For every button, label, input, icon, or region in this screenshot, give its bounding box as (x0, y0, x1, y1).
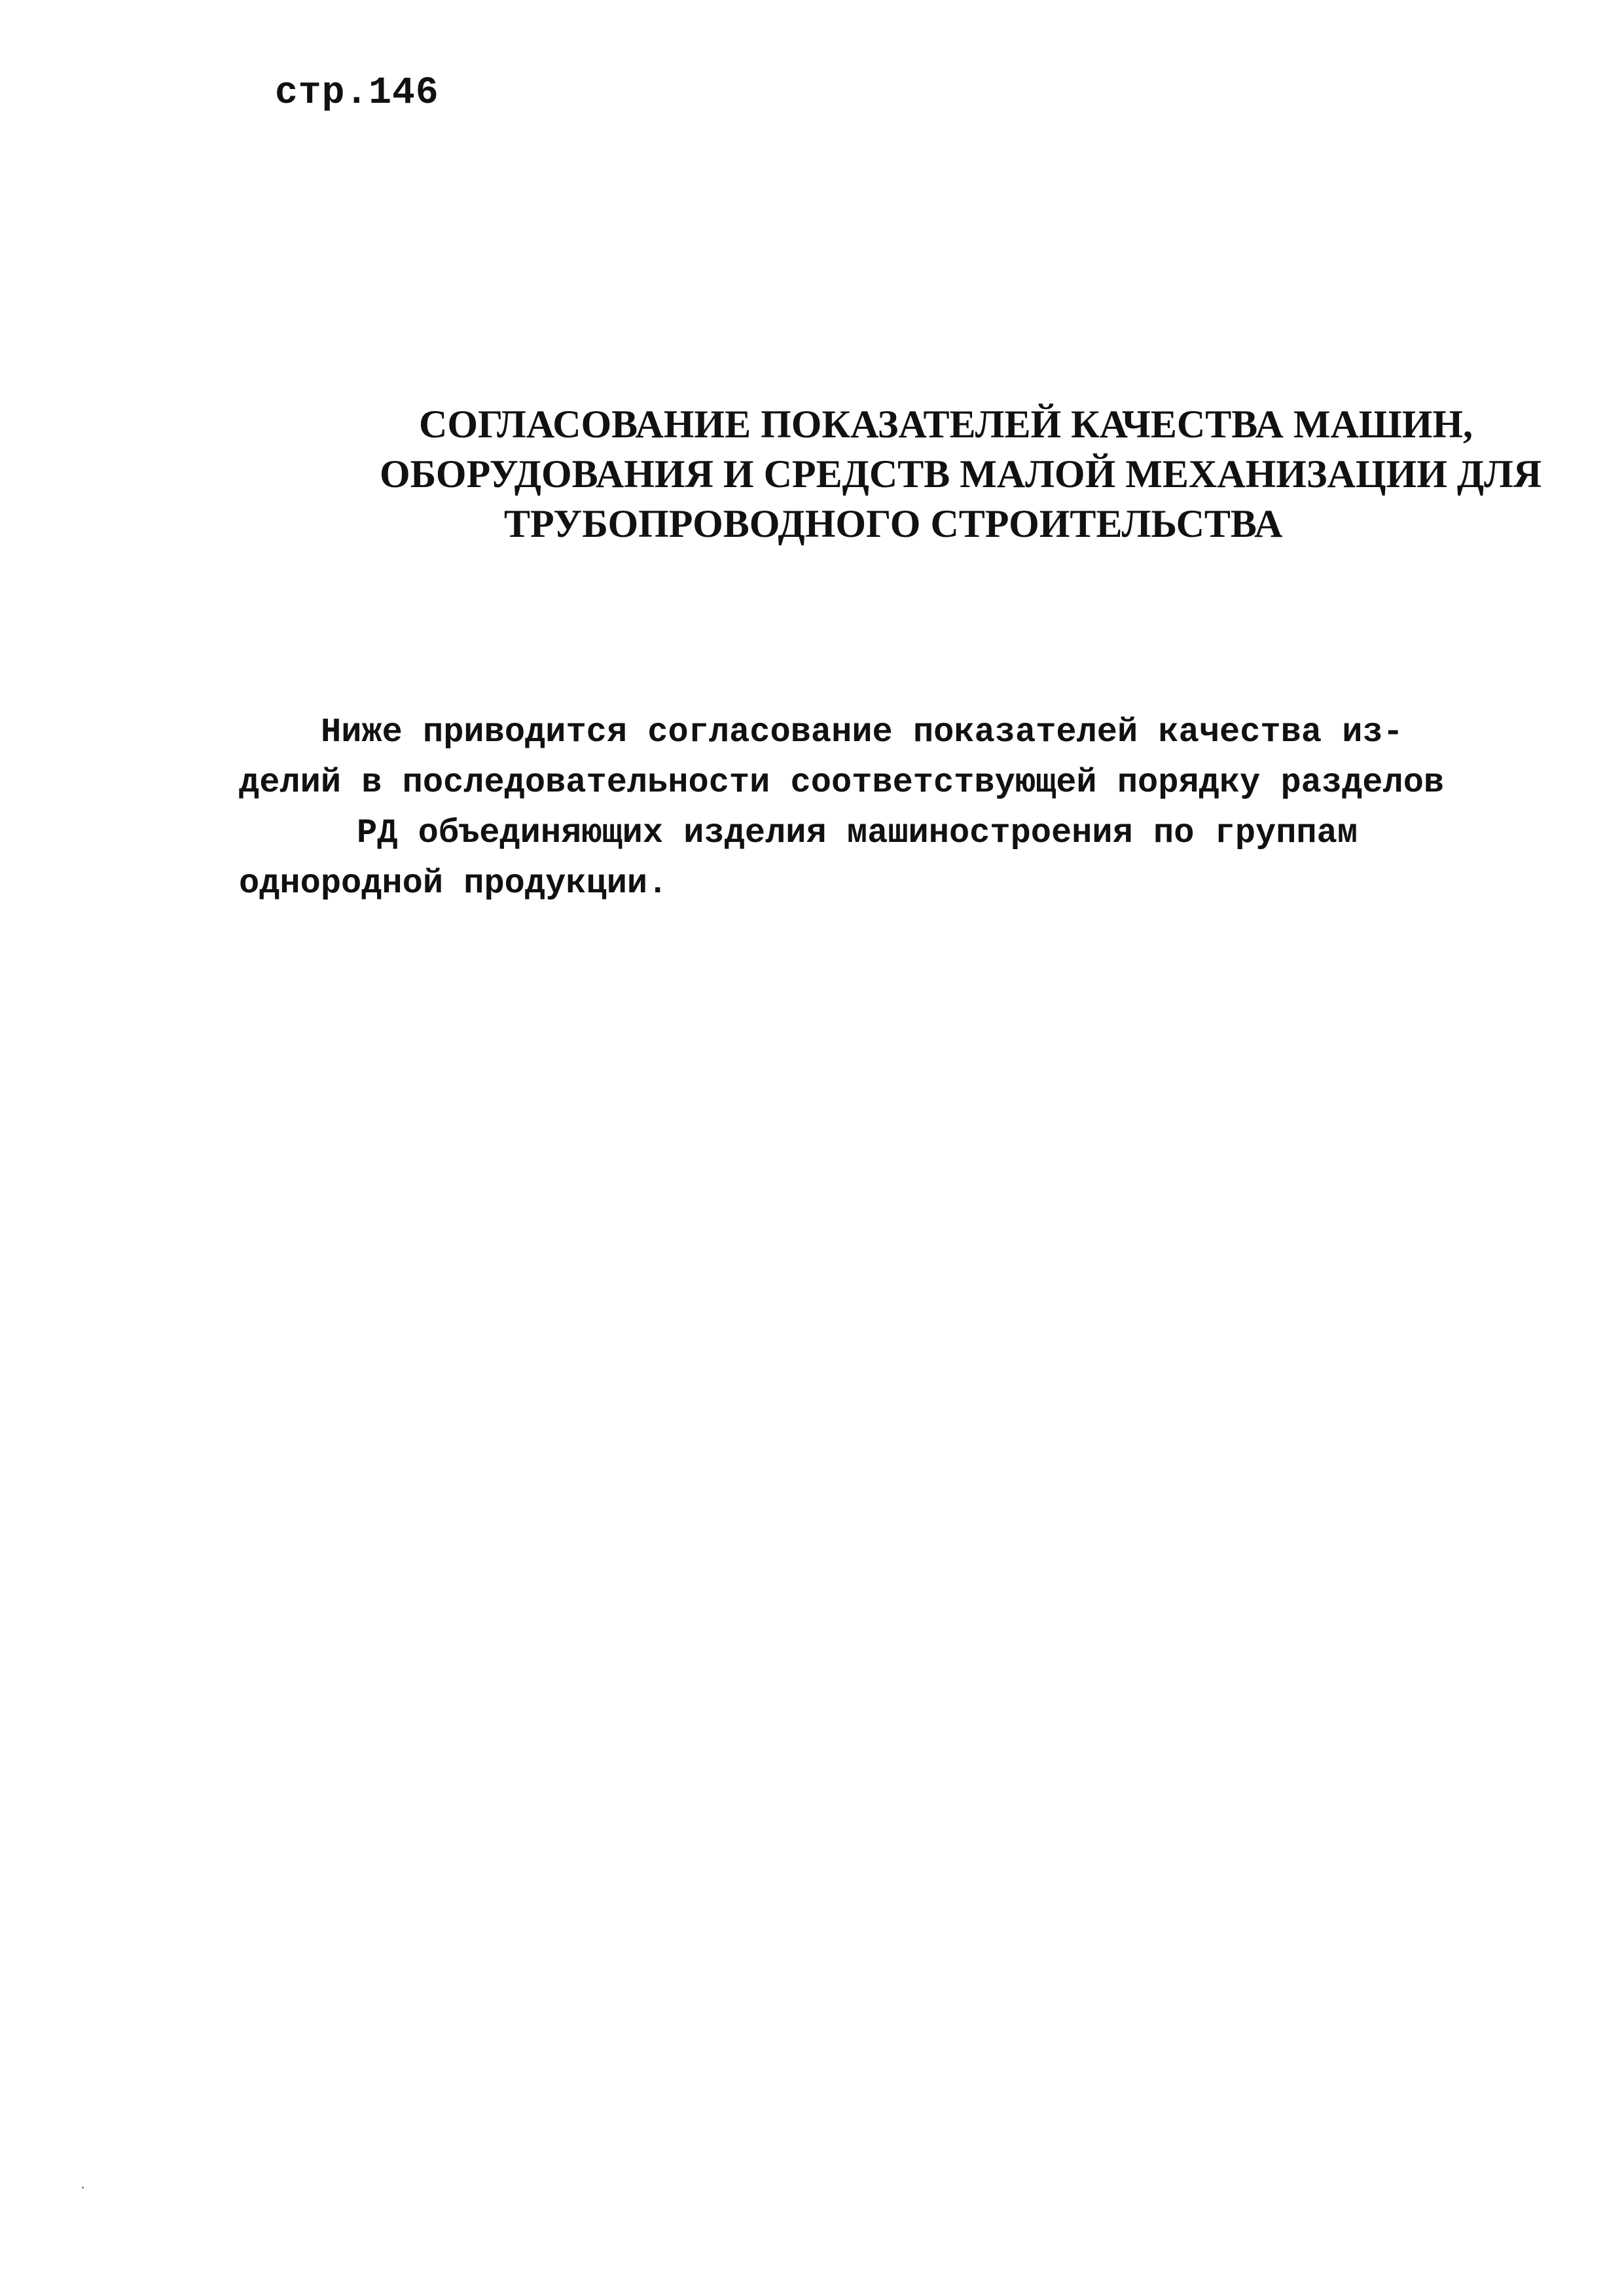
paragraph-line: Ниже приводится согласование показателей качества из- (321, 713, 1403, 752)
title-line: СОГЛАСОВАНИЕ ПОКАЗАТЕЛЕЙ КАЧЕСТВА МАШИН, (419, 403, 1473, 446)
paragraph-line: РД объединяющих изделия машиностроения по группам (357, 814, 1358, 852)
paragraph-line: делий в последовательности соответствующей порядку разделов (239, 763, 1445, 802)
title-line: ОБОРУДОВАНИЯ И СРЕДСТВ МАЛОЙ МЕХАНИЗАЦИИ ДЛЯ (380, 452, 1542, 496)
page-number: стр.146 (275, 72, 439, 115)
title-line: ТРУБОПРОВОДНОГО СТРОИТЕЛЬСТВА (504, 502, 1283, 545)
paragraph-line: однородной продукции. (239, 864, 668, 903)
scan-speck (82, 2187, 84, 2189)
